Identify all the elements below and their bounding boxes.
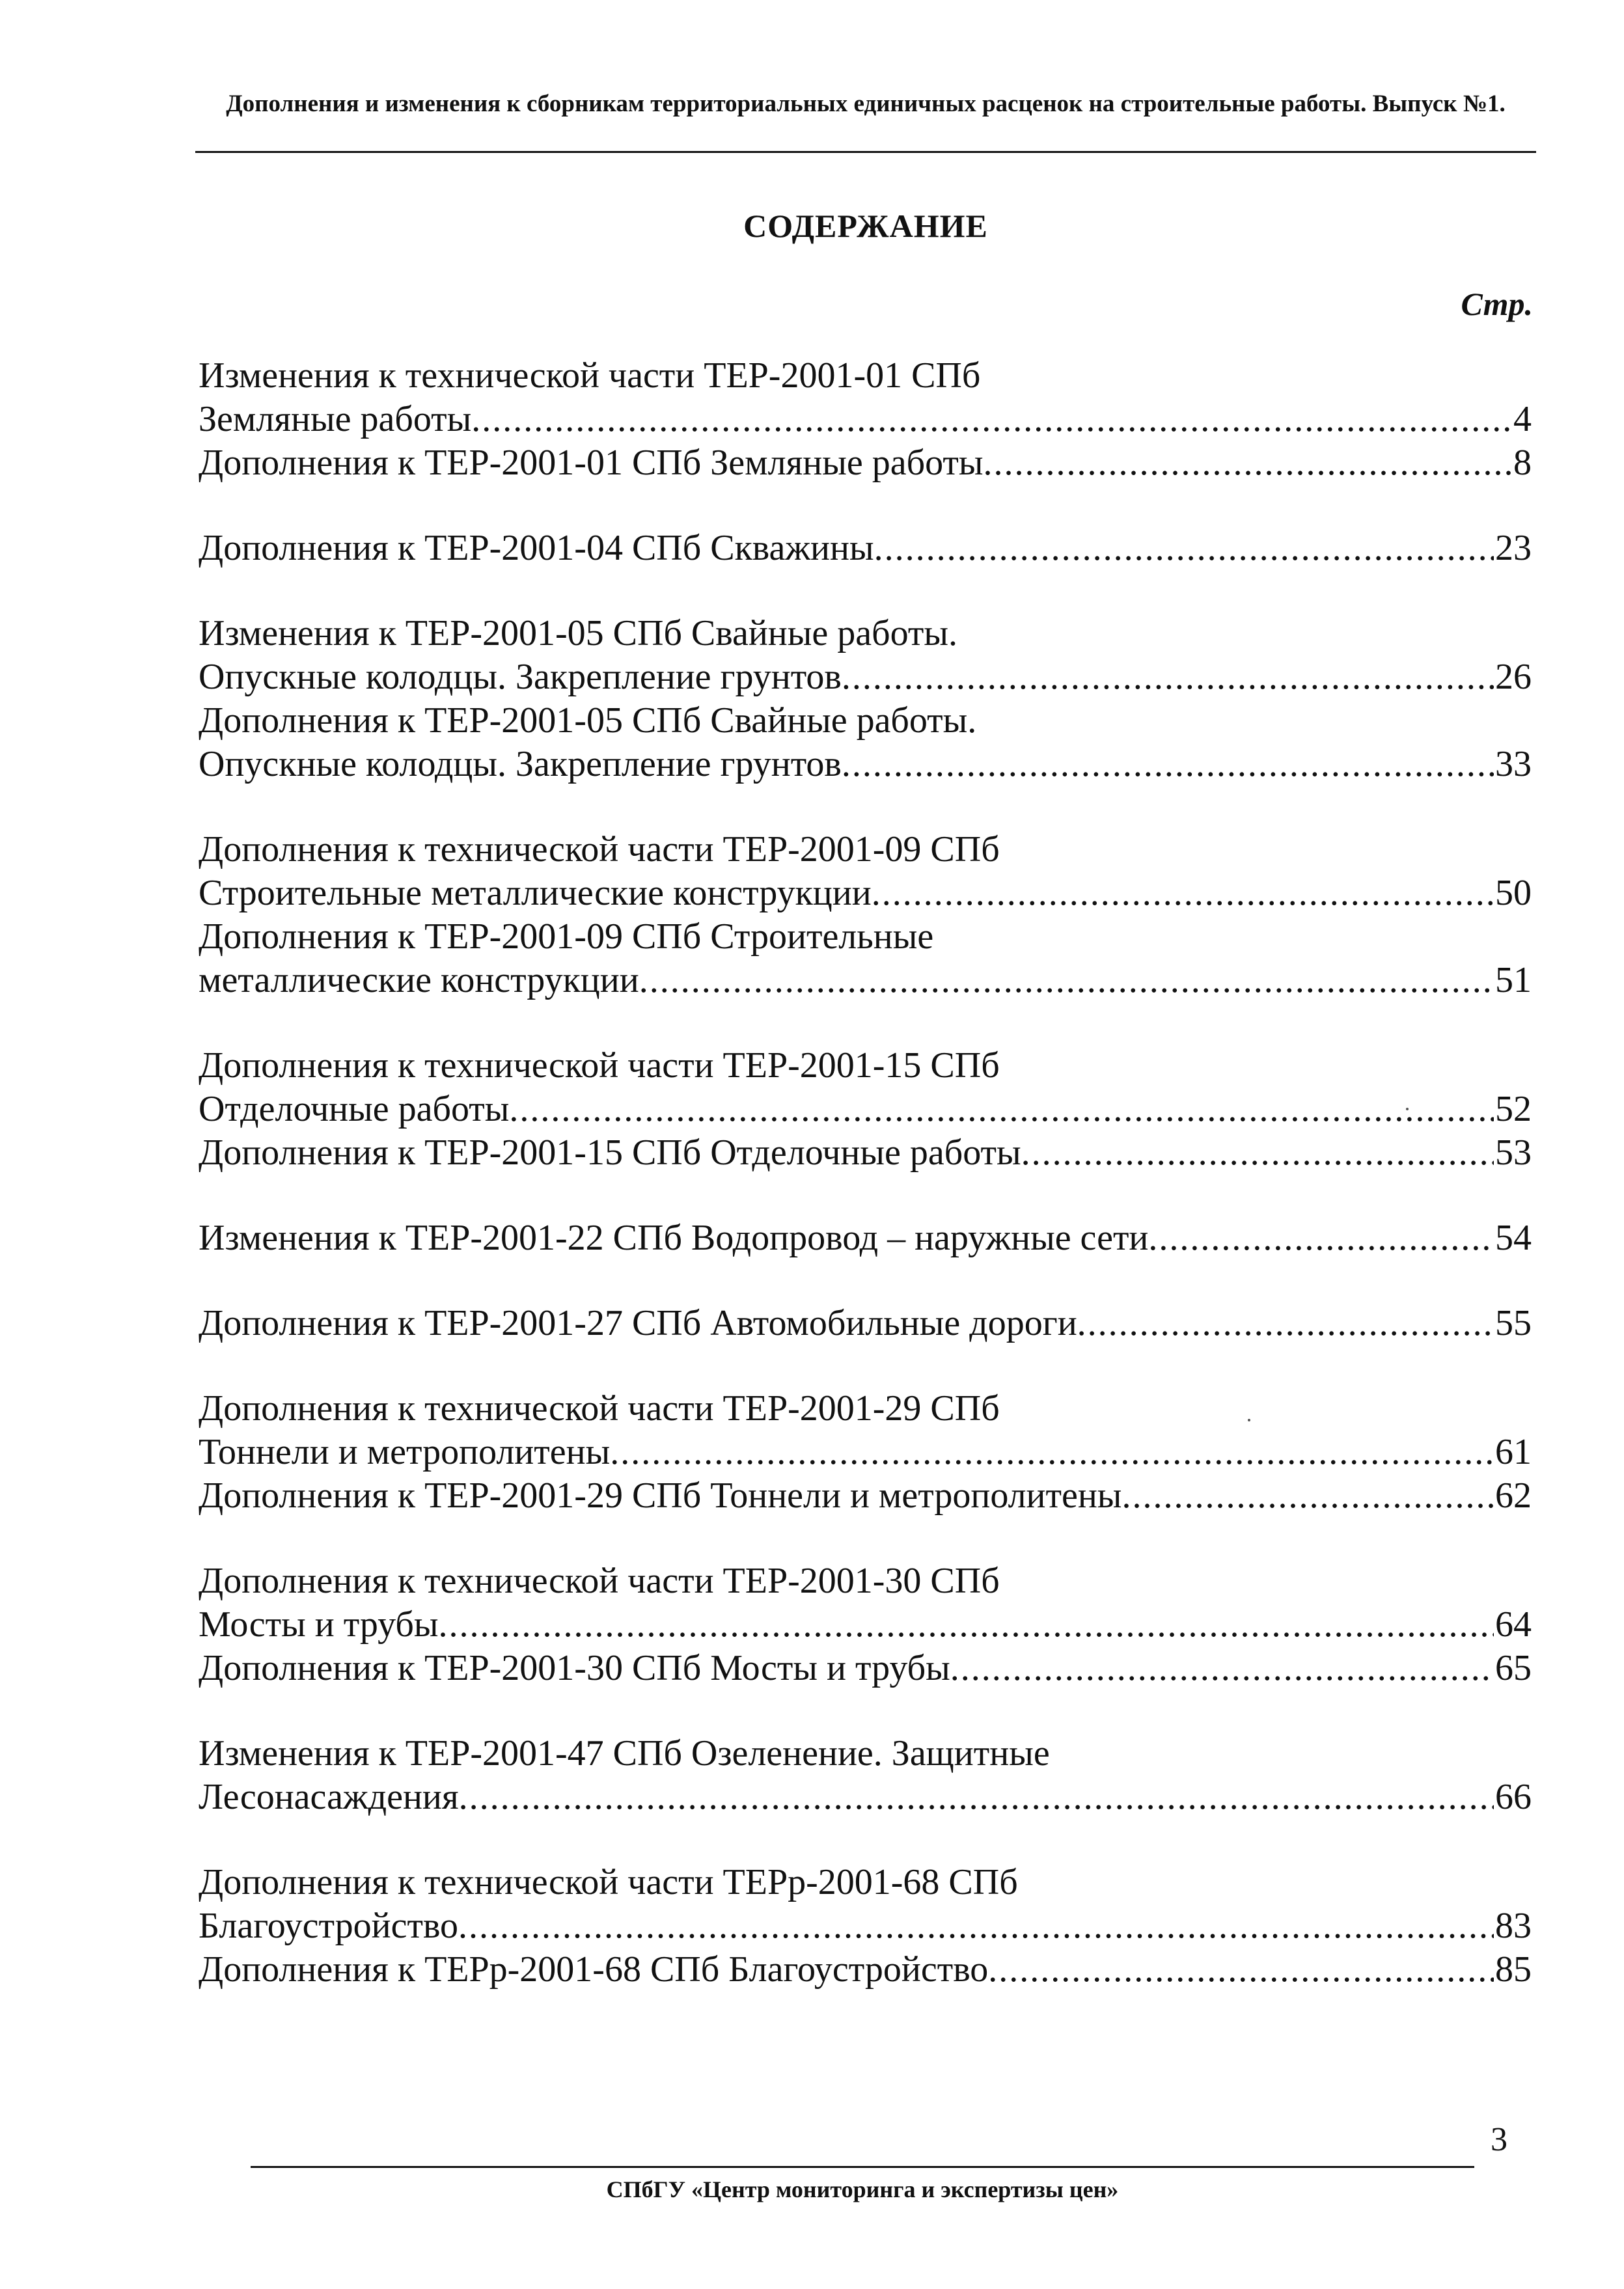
dot-leader (1148, 1216, 1494, 1260)
dot-leader (458, 1904, 1494, 1948)
toc-group (199, 354, 1532, 485)
dot-leader (874, 527, 1494, 570)
toc-entry-title: Дополнения к ТЕР-2001-27 СПб Автомобильные дороги (199, 1303, 1077, 1343)
toc-page-number: 52 (1495, 1089, 1532, 1129)
toc-entry-title: Тоннели и метрополитены (199, 1432, 611, 1472)
toc-heading-line: Дополнения к технической части ТЕРр-2001-68 СПб (199, 1862, 1018, 1902)
dot-leader (950, 1647, 1494, 1690)
toc-entry (199, 398, 1532, 441)
toc-entry-title: Мосты и трубы (199, 1604, 439, 1645)
dot-leader (1077, 1302, 1494, 1345)
page-title: СОДЕРЖАНИЕ (743, 208, 988, 244)
toc-heading-line: Дополнения к технической части ТЕР-2001-09 СПб (199, 829, 1000, 870)
toc-page-number: 54 (1495, 1218, 1532, 1258)
dot-leader (639, 959, 1494, 1002)
toc-entry (199, 1431, 1532, 1474)
toc-group (199, 1387, 1532, 1518)
dot-leader (983, 441, 1512, 485)
toc-page-number: 61 (1495, 1432, 1532, 1472)
running-footer: СПбГУ «Центр мониторинга и экспертизы цен» (606, 2176, 1119, 2202)
dot-leader (842, 655, 1494, 699)
dot-leader (471, 398, 1512, 441)
toc-page-number: 50 (1495, 873, 1532, 913)
toc-page-number: 4 (1513, 399, 1532, 439)
toc-page-number: 64 (1495, 1604, 1532, 1645)
scan-speck (1248, 1419, 1250, 1421)
dot-leader (1021, 1131, 1494, 1175)
toc-page-number: 8 (1513, 443, 1532, 483)
toc-heading-line: Изменения к технической части ТЕР-2001-01 СПб (199, 355, 981, 396)
toc-group (199, 1216, 1532, 1260)
toc-entry (199, 959, 1532, 1002)
toc-entry-title: Строительные металлические конструкции (199, 873, 872, 913)
page-number: 3 (1491, 2121, 1507, 2158)
page-column-label: Стр. (1461, 286, 1533, 322)
toc-entry-title: Опускные колодцы. Закрепление грунтов (199, 744, 842, 784)
toc-group (199, 612, 1532, 786)
dot-leader (509, 1088, 1494, 1131)
toc-heading-line: Дополнения к технической части ТЕР-2001-30 СПб (199, 1561, 1000, 1601)
toc-entry (199, 1603, 1532, 1647)
toc-page-number: 85 (1495, 1949, 1532, 1990)
toc-entry (199, 527, 1532, 570)
toc-heading-line: Изменения к ТЕР-2001-05 СПб Свайные работы. (199, 613, 957, 653)
toc-entry (199, 655, 1532, 699)
toc-page-number: 55 (1495, 1303, 1532, 1343)
toc-group (199, 1732, 1532, 1819)
toc-page-number: 53 (1495, 1132, 1532, 1173)
toc-group (199, 1044, 1532, 1175)
toc-entry (199, 1088, 1532, 1131)
toc-entry (199, 1948, 1532, 1992)
toc-entry-title: Благоустройство (199, 1906, 459, 1946)
dot-leader (459, 1775, 1494, 1819)
toc-group (199, 527, 1532, 570)
toc-page-number: 83 (1495, 1906, 1532, 1946)
toc-entry (199, 1474, 1532, 1518)
toc-entry-title: Дополнения к ТЕРр-2001-68 СПб Благоустройство (199, 1949, 989, 1990)
toc-page-number: 62 (1495, 1475, 1532, 1516)
toc-entry-title: Лесонасаждения (199, 1777, 459, 1817)
dot-leader (610, 1431, 1494, 1474)
toc-entry-title: Отделочные работы (199, 1089, 510, 1129)
toc-entry-title: Дополнения к ТЕР-2001-04 СПб Скважины (199, 528, 874, 568)
toc-group (199, 1559, 1532, 1690)
toc-page-number: 51 (1495, 960, 1532, 1000)
toc-group (199, 1302, 1532, 1345)
dot-leader (842, 743, 1494, 786)
toc-entry (199, 1904, 1532, 1948)
toc-entry (199, 1775, 1532, 1819)
running-header: Дополнения и изменения к сборникам территориальных единичных расценок на строительные работы. Выпуск №1. (226, 90, 1506, 117)
toc-entry-title: Дополнения к ТЕР-2001-30 СПб Мосты и трубы (199, 1648, 950, 1688)
toc-group (199, 1861, 1532, 1992)
scan-speck (1406, 1108, 1409, 1110)
toc-heading-line: Дополнения к ТЕР-2001-09 СПб Строительные (199, 916, 934, 957)
toc-entry (199, 871, 1532, 915)
toc-entry-title: металлические конструкции (199, 960, 639, 1000)
toc-heading-line: Изменения к ТЕР-2001-47 СПб Озеленение. Защитные (199, 1733, 1050, 1774)
toc-entry (199, 441, 1532, 485)
toc-group (199, 828, 1532, 1002)
toc-entry (199, 743, 1532, 786)
table-of-contents (199, 354, 1532, 2033)
toc-heading-line: Дополнения к ТЕР-2001-05 СПб Свайные работы. (199, 700, 977, 741)
toc-page-number: 23 (1495, 528, 1532, 568)
toc-page-number: 26 (1495, 657, 1532, 697)
toc-entry-title: Изменения к ТЕР-2001-22 СПб Водопровод – наружные сети (199, 1218, 1149, 1258)
toc-entry (199, 1302, 1532, 1345)
dot-leader (872, 871, 1494, 915)
toc-entry-title: Опускные колодцы. Закрепление грунтов (199, 657, 842, 697)
toc-entry (199, 1647, 1532, 1690)
toc-entry-title: Дополнения к ТЕР-2001-29 СПб Тоннели и метрополитены (199, 1475, 1122, 1516)
footer-rule (251, 2166, 1474, 2168)
toc-entry (199, 1131, 1532, 1175)
header-rule (195, 151, 1536, 153)
toc-entry-title: Земляные работы (199, 399, 472, 439)
toc-heading-line: Дополнения к технической части ТЕР-2001-15 СПб (199, 1045, 1000, 1086)
toc-heading-line: Дополнения к технической части ТЕР-2001-29 СПб (199, 1388, 1000, 1429)
dot-leader (1122, 1474, 1494, 1518)
toc-entry-title: Дополнения к ТЕР-2001-01 СПб Земляные работы (199, 443, 984, 483)
toc-page-number: 66 (1495, 1777, 1532, 1817)
toc-page-number: 65 (1495, 1648, 1532, 1688)
toc-entry (199, 1216, 1532, 1260)
toc-page-number: 33 (1495, 744, 1532, 784)
dot-leader (988, 1948, 1494, 1992)
toc-entry-title: Дополнения к ТЕР-2001-15 СПб Отделочные работы (199, 1132, 1021, 1173)
dot-leader (439, 1603, 1494, 1647)
